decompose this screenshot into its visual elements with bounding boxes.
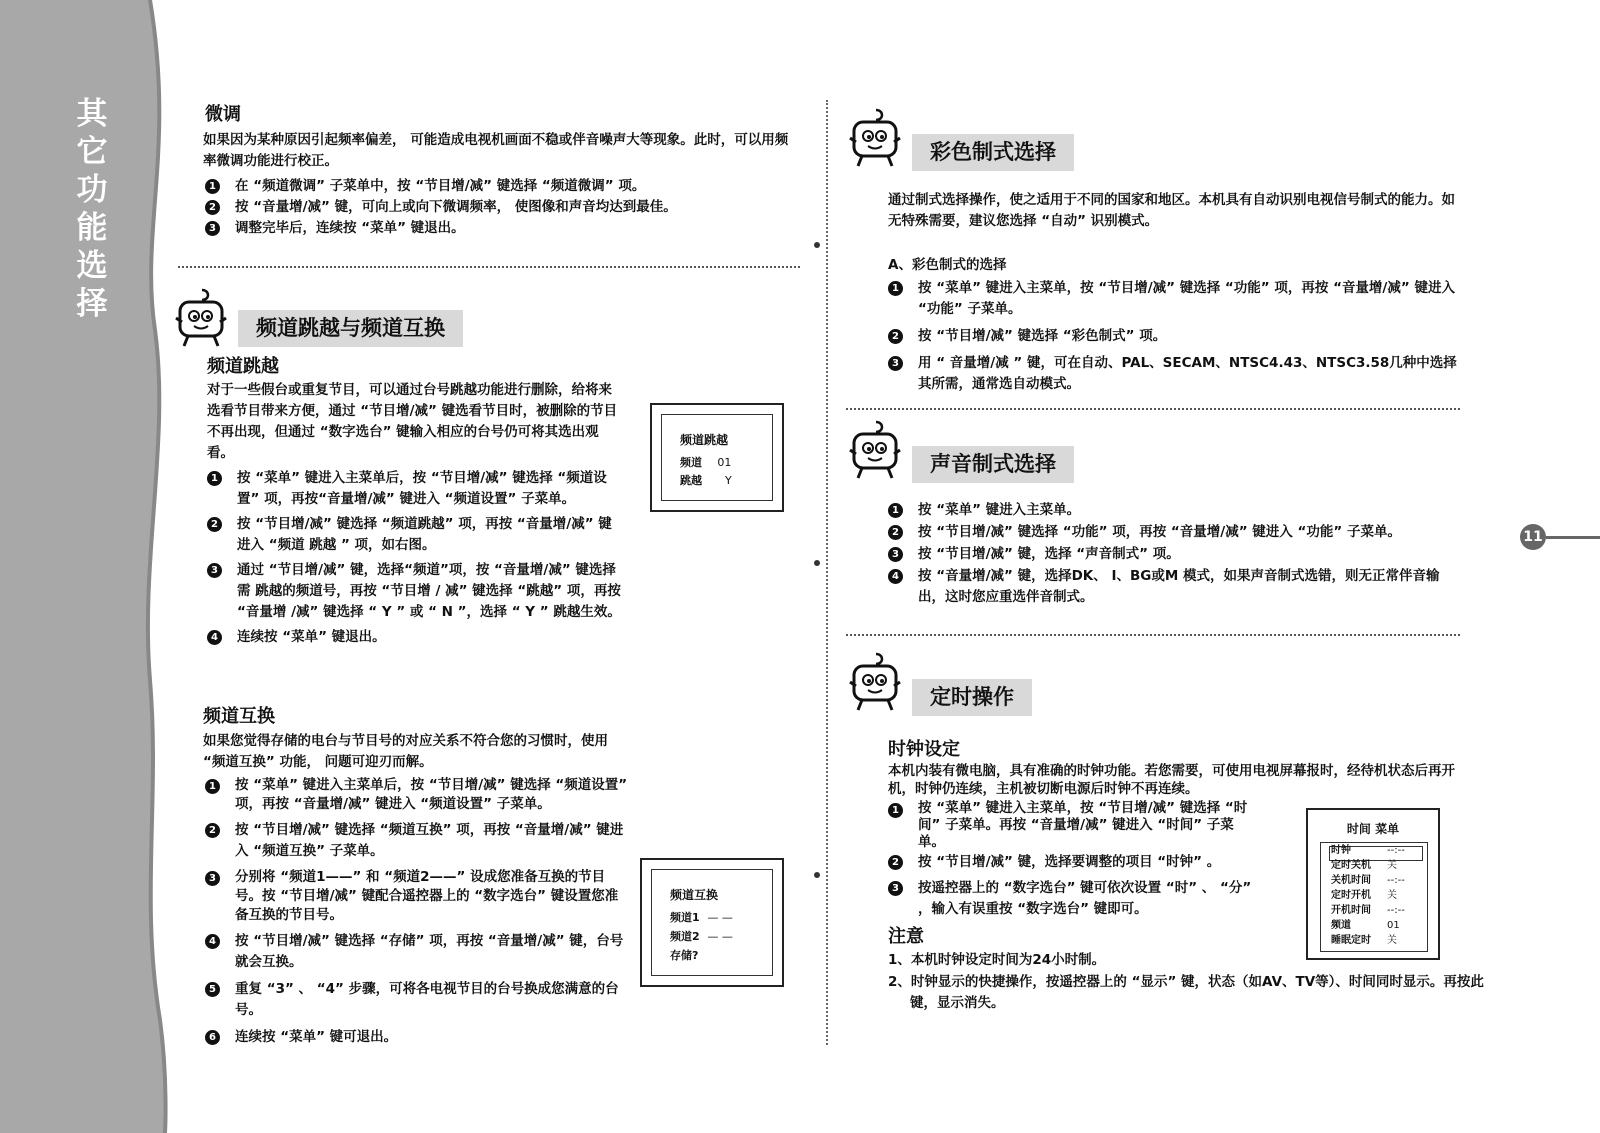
sound-section-banner: 声音制式选择 xyxy=(912,446,1074,483)
channel-section-banner: 频道跳越与频道互换 xyxy=(238,310,463,347)
step-number-icon: 3 xyxy=(205,221,220,236)
step-number-icon: 1 xyxy=(888,503,903,518)
tv-mascot-icon xyxy=(846,108,908,170)
list-item: 3 通过 “节目增/减” 键，选择“频道”项，按 “音量增/减” 键选择需 跳越的频道号，再按 “节目增 / 减” 键选择 “跳越” 项，再按 “音量增 /减” 键选择 “ Y ” 或 “ N ”，选择 “ Y ” 跳越生效。 xyxy=(207,560,622,623)
divider-dotted xyxy=(846,408,1460,410)
osd-row: 关 xyxy=(1387,890,1397,901)
step-number-icon: 1 xyxy=(207,471,222,486)
page-number: 11 xyxy=(1520,524,1546,550)
sidebar-char: 能 xyxy=(76,210,108,246)
list-item: 3 按 “节目增/减” 键，选择 “声音制式” 项。 xyxy=(888,544,1463,565)
osd-title: 时间 菜单 xyxy=(1346,822,1400,836)
list-item: 2 按 “节目增/减” 键选择 “功能” 项，再按 “音量增/减” 键进入 “功能” 子菜单。 xyxy=(888,522,1463,543)
sidebar-char: 它 xyxy=(76,134,108,170)
channel-swap-intro: 如果您觉得存储的电台与节目号的对应关系不符合您的习惯时，使用 “频道互换” 功能， 问题可迎刃而解。 xyxy=(203,733,608,770)
osd-row: 定时关机 xyxy=(1331,860,1371,871)
fine-tune-intro: 如果因为某种原因引起频率偏差， 可能造成电视机画面不稳或伴音噪声大等现象。此时，可以用频率微调功能进行校正。 xyxy=(203,132,789,169)
step-number-icon: 3 xyxy=(888,881,903,896)
center-divider xyxy=(826,100,830,1045)
osd-row: --:-- xyxy=(1387,875,1405,886)
color-steps xyxy=(888,278,1463,395)
osd-row: 跳越 Y xyxy=(680,474,732,487)
osd-title: 频道互换 xyxy=(670,888,719,902)
channel-skip-intro: 对于一些假台或重复节目，可以通过台号跳越功能进行删除，给将来选看节目带来方便，通过 “节目增/减” 键选看节目时，被删除的节目不再出现，但通过 “数字选台” 键输入相应的台号仍可将其选出观看。 xyxy=(207,382,618,461)
list-item: 2 按 “节目增/减” 键选择 “彩色制式” 项。 xyxy=(888,326,1463,347)
step-number-icon: 1 xyxy=(205,779,220,794)
step-number-icon: 2 xyxy=(888,329,903,344)
list-item: 1 按 “菜单” 键进入主菜单。 xyxy=(888,500,1463,521)
note-title: 注意 xyxy=(888,926,924,947)
timer-steps xyxy=(888,800,1288,920)
list-item: 3 按遥控器上的 “数字选台” 键可依次设置 “时” 、 “分” ，输入有误重按 “数字选台” 键即可。 xyxy=(888,878,1258,920)
osd-row: 频道 01 xyxy=(680,456,732,469)
step-number-icon: 2 xyxy=(207,517,222,532)
step-number-icon: 1 xyxy=(205,179,220,194)
sidebar-char: 择 xyxy=(76,286,108,322)
fine-tune-steps xyxy=(205,176,795,239)
osd-list xyxy=(1320,842,1428,952)
binding-dot xyxy=(814,242,820,248)
color-section-banner: 彩色制式选择 xyxy=(912,134,1074,171)
step-number-icon: 3 xyxy=(207,563,222,578)
step-number-icon: 4 xyxy=(888,569,903,584)
list-item: 3 用 “ 音量增/减 ” 键，可在自动、PAL、SECAM、NTSC4.43、NTSC3.58几种中选择其所需，通常选自动模式。 xyxy=(888,353,1463,395)
osd-row: 频道 xyxy=(1331,920,1351,931)
fine-tune-title: 微调 xyxy=(205,104,241,125)
step-number-icon: 4 xyxy=(205,934,220,949)
osd-row: 频道2 — — xyxy=(670,930,733,943)
list-item: 4 连续按 “菜单” 键退出。 xyxy=(207,627,622,648)
osd-row: 睡眠定时 xyxy=(1331,935,1371,946)
list-item: 1 在 “频道微调” 子菜单中，按 “节目增/减” 键选择 “频道微调” 项。 xyxy=(205,176,795,197)
timer-intro: 本机内装有微电脑，具有准确的时钟功能。若您需要，可使用电视屏幕报时，经待机状态后再开机，时钟仍连续，主机被切断电源后时钟不再连续。 xyxy=(888,763,1455,797)
step-number-icon: 5 xyxy=(205,982,220,997)
sidebar-title xyxy=(70,95,114,323)
step-number-icon: 2 xyxy=(205,823,220,838)
osd-row: 关机时间 xyxy=(1331,875,1371,886)
sidebar-char: 其 xyxy=(76,96,108,132)
note-item: 2、时钟显示的快捷操作，按遥控器上的 “显示” 键，状态（如AV、TV等）、时间同时显示。再按此键，显示消失。 xyxy=(888,974,1484,1011)
step-number-icon: 4 xyxy=(207,630,222,645)
divider-dotted xyxy=(178,266,800,268)
list-item: 1 按 “菜单” 键进入主菜单，按 “节目增/减” 键选择 “功能” 项，再按 “音量增/减” 键进入 “功能” 子菜单。 xyxy=(888,278,1463,320)
binding-dot xyxy=(814,560,820,566)
list-item: 3 分别将 “频道1——” 和 “频道2——” 设成您准备互换的节目号。按 “节目增/减” 键配合遥控器上的 “数字选台” 键设置您准备互换的节目号。 xyxy=(205,868,630,925)
timer-section-banner: 定时操作 xyxy=(912,679,1032,716)
osd-time-menu xyxy=(1306,808,1440,960)
step-number-icon: 2 xyxy=(888,855,903,870)
note-item: 1、本机时钟设定时间为24小时制。 xyxy=(888,952,1106,968)
step-number-icon: 1 xyxy=(888,803,903,818)
osd-row: 01 xyxy=(1387,920,1400,931)
list-item: 6 连续按 “菜单” 键可退出。 xyxy=(205,1027,630,1048)
list-item: 4 按 “音量增/减” 键，选择DK、 I、BG或M 模式，如果声音制式选错，则无正常伴音输出，这时您应重选伴音制式。 xyxy=(888,566,1463,608)
tv-mascot-icon xyxy=(846,420,908,482)
osd-title: 频道跳越 xyxy=(680,433,729,447)
step-number-icon: 1 xyxy=(888,281,903,296)
binding-dot xyxy=(814,872,820,878)
list-item: 5 重复 “3” 、 “4” 步骤，可将各电视节目的台号换成您满意的台号。 xyxy=(205,979,630,1021)
osd-channel-swap xyxy=(640,858,784,987)
sidebar-char: 选 xyxy=(76,248,108,284)
step-number-icon: 2 xyxy=(888,525,903,540)
osd-row: --:-- xyxy=(1387,905,1405,916)
osd-row: 关 xyxy=(1387,935,1397,946)
divider-dotted xyxy=(846,634,1460,636)
step-number-icon: 3 xyxy=(888,547,903,562)
color-sub-title: A、彩色制式的选择 xyxy=(888,257,1007,273)
osd-channel-skip xyxy=(650,403,784,512)
channel-swap-title: 频道互换 xyxy=(203,706,275,727)
list-item: 2 按 “节目增/减” 键选择 “频道互换” 项，再按 “音量增/减” 键进入 “频道互换” 子菜单。 xyxy=(205,820,630,862)
osd-row: 定时开机 xyxy=(1331,890,1371,901)
list-item: 2 按 “节目增/减” 键选择 “频道跳越” 项，再按 “音量增/减” 键进入 “频道 跳越 ” 项，如右图。 xyxy=(207,514,622,556)
step-number-icon: 6 xyxy=(205,1030,220,1045)
list-item: 1 按 “菜单” 键进入主菜单后，按 “节目增/减” 键选择 “频道设置” 项，再按“音量增/减” 键进入 “频道设置” 子菜单。 xyxy=(207,468,622,510)
step-number-icon: 3 xyxy=(205,871,220,886)
list-item: 1 按 “菜单” 键进入主菜单后，按 “节目增/减” 键选择 “频道设置” 项，再按 “音量增/减” 键进入 “频道设置” 子菜单。 xyxy=(205,776,630,814)
list-item: 2 按 “节目增/减” 键，选择要调整的项目 “时钟” 。 xyxy=(888,852,1288,873)
list-item: 1 按 “菜单” 键进入主菜单，按 “节目增/减” 键选择 “时间” 子菜单。再按 “音量增/减” 键进入 “时间” 子菜单。 xyxy=(888,800,1258,851)
osd-row: 频道1 — — xyxy=(670,911,733,924)
channel-skip-title: 频道跳越 xyxy=(207,356,279,377)
clock-title: 时钟设定 xyxy=(888,739,960,760)
osd-row: 开机时间 xyxy=(1331,905,1371,916)
step-number-icon: 3 xyxy=(888,356,903,371)
color-section-intro: 通过制式选择操作，使之适用于不同的国家和地区。本机具有自动识别电视信号制式的能力。如无特殊需要，建议您选择 “自动” 识别模式。 xyxy=(888,192,1455,229)
list-item: 3 调整完毕后，连续按 “菜单” 键退出。 xyxy=(205,218,795,239)
osd-row: 存储? xyxy=(670,949,699,962)
channel-swap-steps xyxy=(205,776,630,1048)
osd-row: 关 xyxy=(1387,860,1397,871)
osd-row: --:-- xyxy=(1387,845,1405,856)
tv-mascot-icon xyxy=(846,652,908,714)
osd-row: 时钟 xyxy=(1331,845,1351,856)
sound-steps xyxy=(888,500,1463,608)
list-item: 2 按 “音量增/减” 键，可向上或向下微调频率， 使图像和声音均达到最佳。 xyxy=(205,197,795,218)
channel-skip-steps xyxy=(207,468,622,648)
page-tab-line xyxy=(1546,536,1600,539)
step-number-icon: 2 xyxy=(205,200,220,215)
tv-mascot-icon xyxy=(172,288,234,350)
sidebar-char: 功 xyxy=(76,172,108,208)
list-item: 4 按 “节目增/减” 键选择 “存储” 项，再按 “音量增/减” 键，台号就会互换。 xyxy=(205,931,630,973)
